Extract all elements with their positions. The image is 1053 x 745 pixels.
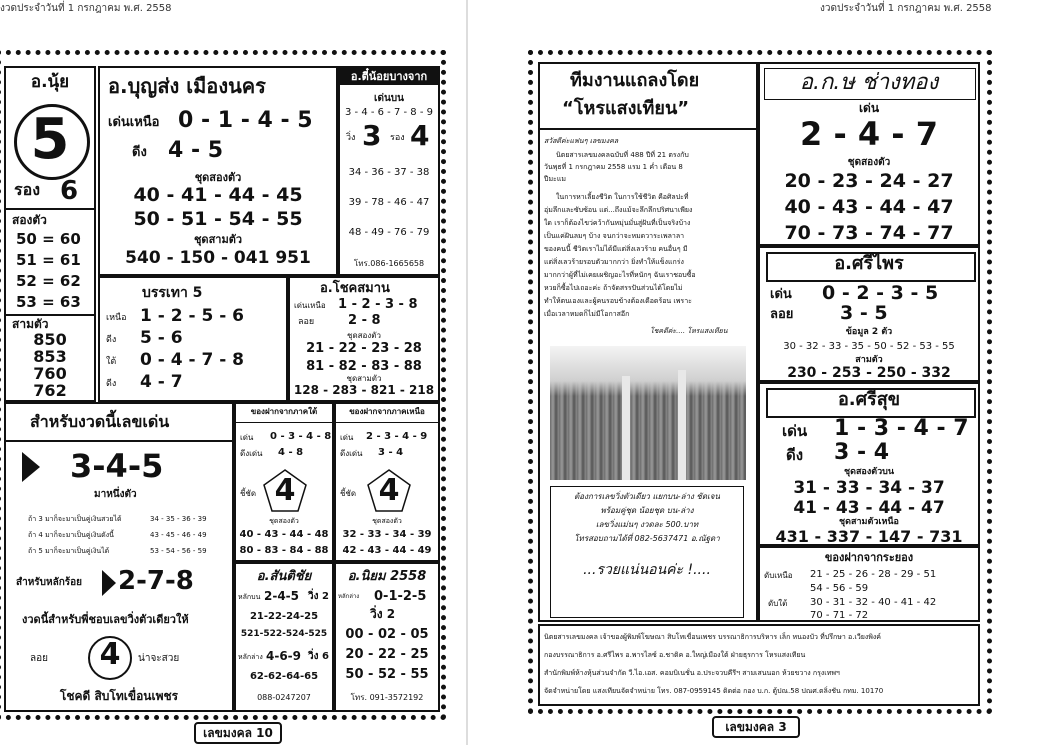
featured-row-label: ถ้า 5 มาก็จะมาเป็นคู่เงินได้ bbox=[28, 547, 110, 555]
banthao-row-value: 5 - 6 bbox=[140, 328, 183, 348]
kosor-box bbox=[758, 62, 980, 246]
srisuk-two-row: 41 - 43 - 44 - 47 bbox=[793, 498, 945, 518]
srisuk-lead-label: เด่น bbox=[782, 422, 808, 440]
nui-three-label: สามตัว bbox=[12, 317, 49, 331]
kosor-row: 70 - 73 - 74 - 77 bbox=[784, 222, 954, 244]
nui-title: อ.นุ้ย bbox=[30, 72, 70, 92]
sandechai-r1-label: หลักบน bbox=[238, 593, 261, 601]
team-para-line: วันพุธที่ 1 กรกฎาคม 2558 แรม 1 ค่ำ เดือน 8 bbox=[544, 163, 683, 171]
right-triangle-icon bbox=[102, 570, 116, 596]
team-para-line: เมื่อเวลาหมดก็ไม่มีโอกาสอีก bbox=[544, 310, 630, 318]
boonsong-two-label: ชุดสองตัว bbox=[194, 171, 242, 184]
sandechai-r4-label: หลักล่าง bbox=[238, 653, 263, 661]
north-lead-label: เด่น bbox=[340, 433, 354, 442]
choksaman-three: 128 - 283 - 821 - 218 bbox=[293, 383, 435, 397]
south-two-row: 80 - 83 - 84 - 88 bbox=[239, 545, 329, 556]
rayong-title: ของฝากจากระยอง bbox=[824, 551, 914, 564]
featured-title: สำหรับงวดนี้เลขเด่น bbox=[30, 412, 170, 431]
sandechai-r1: 2-4-5 bbox=[264, 589, 300, 603]
team-para-line: นิตยสารเลขมงคลฉบับที่ 488 ปีที่ 21 ตรงกับ bbox=[556, 151, 689, 159]
tee-noi-sec: 4 bbox=[410, 119, 430, 152]
featured-single-note: งวดนี้สำหรับพี่ชอบเลขวิ่งตัวเดียวให้ bbox=[22, 613, 189, 626]
sriprai-loi: 3 - 5 bbox=[840, 302, 888, 324]
boonsong-lead: 0 - 1 - 4 - 5 bbox=[178, 108, 313, 133]
team-para-line: ใด เราก็ต้องไขว่คว้ากันหมุ่นมั่นสู่ฝันที่เป็นจริงบ้าง bbox=[544, 219, 691, 227]
boonsong-two-row: 50 - 51 - 54 - 55 bbox=[133, 208, 303, 230]
south-two-row: 40 - 43 - 44 - 48 bbox=[239, 529, 329, 540]
niyom-title: อ.นิยม 2558 bbox=[347, 569, 427, 584]
sriprai-box bbox=[758, 246, 980, 382]
banthao-row-label: ใต้ bbox=[106, 357, 117, 367]
srisuk-title: อ.ศรีสุข bbox=[837, 389, 901, 410]
sriprai-three-label: สามตัว bbox=[855, 355, 883, 365]
team-ad-line: พร้อมคู่ชุด น้อยชุด บน-ล่าง bbox=[600, 506, 694, 515]
banthao-box bbox=[98, 276, 288, 402]
south-pick-label: ชี้ชัด bbox=[240, 489, 257, 498]
credits-line: กองบรรณาธิการ อ.ศรีไพร อ.พารไลซ์ อ.ชาติค อ.ใหญ่เมืองใต้ ฝ่ายธุรการ โหรแสงเทียน bbox=[544, 651, 806, 659]
choksaman-two-label: ชุดสองตัว bbox=[347, 331, 381, 340]
tee-noi-lead-label: เด่นบน bbox=[374, 93, 404, 104]
niyom-row: 20 - 22 - 25 bbox=[345, 647, 429, 662]
srisuk-box bbox=[758, 382, 980, 546]
team-para-line: ในการหาเลี้ยงชีวิต ในการใช้ชีวิต คือศิลปะที่ bbox=[556, 193, 689, 201]
nui-two-row: 53 = 63 bbox=[16, 293, 81, 311]
sandechai-r4-win: วิ่ง 6 bbox=[308, 651, 329, 662]
team-para-line: ของคนนี้ ชีวิตเราไม่ได้มีแต่สิ่งเลวร้าย คนอื่นๆ มี bbox=[544, 245, 688, 253]
choksaman-loi: 2 - 8 bbox=[348, 313, 381, 328]
sriprai-lead: 0 - 2 - 3 - 5 bbox=[822, 282, 939, 304]
left-page-number: เลขมงคล 10 bbox=[194, 722, 282, 744]
boonsong-title: อ.บุญส่ง เมืองนคร bbox=[108, 74, 266, 98]
north-pick-label: ชี้ชัด bbox=[340, 489, 357, 498]
south-ding: 4 - 8 bbox=[278, 447, 304, 458]
featured-row-value: 43 - 45 - 46 - 49 bbox=[150, 531, 207, 539]
featured-row-value: 53 - 54 - 56 - 59 bbox=[150, 547, 207, 555]
right-triangle-icon bbox=[22, 452, 40, 482]
banthao-row-label: ดีง bbox=[106, 335, 117, 345]
srisuk-lead: 1 - 3 - 4 - 7 bbox=[834, 416, 969, 441]
sandechai-box bbox=[234, 562, 334, 712]
sandechai-r2: 21-22-24-25 bbox=[249, 611, 319, 622]
tee-noi-title: อ.ตี๋น้อยบางจาก bbox=[340, 68, 438, 85]
srisuk-two-row: 31 - 33 - 34 - 37 bbox=[793, 478, 945, 498]
choksaman-three-label: ชุดสามตัว bbox=[346, 374, 382, 383]
banthao-row-value: 4 - 7 bbox=[140, 372, 183, 392]
sandechai-r5: 62-62-64-65 bbox=[249, 671, 319, 682]
right-page-header: งวดประจำวันที่ 1 กรกฎาคม พ.ศ. 2558 bbox=[820, 3, 992, 14]
choksaman-title: อ.โชคสมาน bbox=[320, 281, 390, 296]
tee-noi-box bbox=[338, 66, 440, 276]
nui-box bbox=[4, 66, 96, 402]
north-pick: 4 bbox=[378, 473, 400, 508]
south-lead-label: เด่น bbox=[240, 433, 254, 442]
boonsong-three: 540 - 150 - 041 951 bbox=[125, 248, 311, 268]
nui-two-row: 52 = 62 bbox=[16, 272, 81, 290]
team-para-line: แต่สิ่งเลวร้ายรอบตัวมากกว่า ยิ่งทำให้แข็งแกร่ง bbox=[544, 258, 684, 266]
sriprai-loi-label: ลอย bbox=[770, 307, 794, 322]
choksaman-loi-label: ลอย bbox=[298, 317, 315, 327]
team-ad bbox=[550, 486, 744, 618]
tee-noi-row: 34 - 36 - 37 - 38 bbox=[348, 167, 430, 178]
south-box bbox=[234, 402, 334, 562]
credits-line: สำนักพิมพ์ห้างหุ้นส่วนจำกัด วี.ไอ.เอส. คอมบิเนชั่น อ.ประจวบคีรีฯ สามเสนนอก ห้วยขวาง กรุงเทพฯ bbox=[544, 669, 840, 677]
featured-footer: โชคดี สิบโทเขื่อนเพชร bbox=[59, 689, 179, 703]
rayong-r2: 54 - 56 - 59 bbox=[810, 583, 869, 594]
nui-three-row: 760 bbox=[33, 364, 67, 383]
sriprai-two: 30 - 32 - 33 - 35 - 50 - 52 - 53 - 55 bbox=[783, 341, 955, 352]
featured-loi-label: ลอย bbox=[30, 653, 48, 664]
right-page-number: เลขมงคล 3 bbox=[712, 716, 800, 738]
nui-secondary: 6 bbox=[60, 176, 79, 206]
niyom-row: 50 - 52 - 55 bbox=[345, 667, 429, 682]
featured-hundreds-label: สำหรับหลักร้อย bbox=[16, 577, 83, 588]
south-ding-label: ดีงเด่น bbox=[240, 449, 263, 458]
kosor-title: อ.ก.ษ ช่างทอง bbox=[799, 70, 939, 95]
north-title: ของฝากจากภาคเหนือ bbox=[349, 407, 425, 416]
srisuk-ding: 3 - 4 bbox=[834, 440, 890, 465]
team-subtitle: “โหรแสงเทียน” bbox=[562, 98, 690, 119]
north-two-label: ชุดสองตัว bbox=[372, 517, 402, 525]
featured-box bbox=[4, 402, 234, 712]
north-ding-label: ดีงเด่น bbox=[340, 449, 363, 458]
choksaman-two-row: 21 - 22 - 23 - 28 bbox=[306, 341, 422, 356]
south-two-label: ชุดสองตัว bbox=[269, 517, 299, 525]
rayong-r1-label: ดับเหนือ bbox=[764, 571, 793, 580]
north-ding: 3 - 4 bbox=[378, 447, 404, 458]
credits-line: จัดจำหน่ายโดย แสงเทียนจัดจำหน่าย โทร. 087-0959145 ติดต่อ กอง บ.ก. ตู้ปณ.58 ปณศ.ตลิ่งชัน กทม. 10170 bbox=[544, 687, 884, 695]
north-two-row: 42 - 43 - 44 - 49 bbox=[342, 545, 432, 556]
team-box bbox=[538, 62, 758, 622]
sriprai-two-label: ข้อมูล 2 ตัว bbox=[845, 327, 893, 337]
team-ad-slogan: ...รวยแน่นอนค่ะ !.... bbox=[583, 562, 711, 578]
nui-two-row: 50 = 60 bbox=[16, 230, 81, 248]
featured-main: 3-4-5 bbox=[70, 447, 164, 485]
sandechai-r3: 521-522-524-525 bbox=[240, 629, 328, 639]
north-box bbox=[334, 402, 440, 562]
choksaman-lead-label: เด่นเหนือ bbox=[294, 301, 326, 310]
banthao-row-value: 1 - 2 - 5 - 6 bbox=[140, 306, 244, 326]
rayong-r4: 70 - 71 - 72 bbox=[810, 610, 869, 621]
srisuk-three-label: ชุดสามตัวเหนือ bbox=[839, 517, 899, 527]
srisuk-ding-label: ดีง bbox=[786, 446, 804, 464]
team-para-line: มากกว่าผู้ที่ไม่เคยเผชิญอะไรที่หนักๆ ฉันเราชอบซื้อ bbox=[544, 271, 696, 279]
rayong-box bbox=[758, 546, 980, 622]
nui-main-number: 5 bbox=[30, 107, 70, 172]
niyom-row: 00 - 02 - 05 bbox=[345, 627, 429, 642]
tee-noi-row: 39 - 78 - 46 - 47 bbox=[348, 197, 430, 208]
featured-row-value: 34 - 35 - 36 - 39 bbox=[150, 515, 207, 523]
sriprai-three: 230 - 253 - 250 - 332 bbox=[787, 365, 951, 381]
srisuk-two-label: ชุดสองตัวบน bbox=[843, 467, 894, 477]
choksaman-lead: 1 - 2 - 3 - 8 bbox=[338, 297, 418, 312]
credits-line: นิตยสารเลขมงคล เจ้าของผู้พิมพ์โฆษณา สิบโทเขื่อนเพชร บรรณาธิการบริหาร เล็ก หนองบัว ที่ปรึกษา อ.เวียงพิงค์ bbox=[544, 633, 881, 641]
boonsong-ding-label: ดีง bbox=[132, 145, 147, 160]
team-title: ทีมงานแถลงโดย bbox=[570, 70, 700, 91]
team-greeting: สวัสดีค่ะแฟนๆ เลขมงคล bbox=[544, 137, 619, 145]
team-para-line: เป็นแค่ฝันลมๆ บ้าง จนกว่าจะหมดวาระเพลาลา bbox=[544, 232, 685, 240]
sandechai-r1-win: วิ่ง 2 bbox=[308, 591, 329, 602]
nui-two-row: 51 = 61 bbox=[16, 251, 81, 269]
banthao-row-value: 0 - 4 - 7 - 8 bbox=[140, 350, 244, 370]
team-ad-line: เลขวิ่งแม่นๆ งวดละ 500.บาท bbox=[595, 520, 699, 529]
sandechai-title: อ.สันติชัย bbox=[256, 569, 312, 584]
tee-noi-phone: โทร.086-1665658 bbox=[353, 259, 425, 268]
credits-box bbox=[538, 624, 980, 706]
team-para-line: อุ่มลึกและซับซ้อน แต่...ถึงแม้จะลึกลึกปริศนาเพียง bbox=[544, 206, 693, 214]
kosor-row: 20 - 23 - 24 - 27 bbox=[784, 170, 954, 192]
nui-two-label: สองตัว bbox=[12, 213, 47, 227]
rayong-r3: 30 - 31 - 32 - 40 - 41 - 42 bbox=[810, 597, 937, 608]
kosor-lead: 2 - 4 - 7 bbox=[800, 115, 938, 153]
featured-loi-note: น่าจะสวย bbox=[138, 653, 180, 664]
team-para-line: หวยก็ซื้อไปเถอะค่ะ ถ้าจัดสรรปันส่วนได้โดยไม่ bbox=[544, 284, 683, 292]
choksaman-box bbox=[288, 276, 440, 402]
featured-row-label: ถ้า 4 มาก็จะมาเป็นคู่เงินดังนี้ bbox=[28, 531, 114, 539]
niyom-r1-label: หลักล่าง bbox=[338, 593, 360, 600]
rayong-r1: 21 - 25 - 26 - 28 - 29 - 51 bbox=[810, 569, 937, 580]
sandechai-r4: 4-6-9 bbox=[266, 649, 302, 663]
south-pick: 4 bbox=[274, 473, 296, 508]
nui-three-row: 762 bbox=[33, 381, 67, 400]
tee-noi-lead: 3 - 4 - 6 - 7 - 8 - 9 bbox=[344, 107, 433, 118]
team-para-line: ทำให้ตนเองและผู้คนรอบข้างต้องเดือดร้อน เพราะ bbox=[544, 297, 692, 305]
temple-photo bbox=[550, 346, 746, 480]
sriprai-title: อ.ศรีไพร bbox=[834, 253, 904, 274]
niyom-win: วิ่ง 2 bbox=[370, 607, 396, 621]
left-page-header: งวดประจำวันที่ 1 กรกฎาคม พ.ศ. 2558 bbox=[0, 3, 172, 14]
tee-noi-win-label: วิ่ง bbox=[346, 133, 356, 143]
nui-three-row: 850 bbox=[33, 330, 67, 349]
banthao-title: บรรเทา 5 bbox=[142, 285, 203, 301]
featured-loi: 4 bbox=[99, 637, 121, 672]
kosor-lead-label: เด่น bbox=[858, 101, 880, 115]
featured-row-label: ถ้า 3 มาก็จะมาเป็นคู่เงินสวยได้ bbox=[28, 515, 122, 523]
south-title: ของฝากจากภาคใต้ bbox=[250, 407, 318, 416]
team-ad-line: ต้องการเลขวิ่งตัวเดียว แยกบน-ล่าง ชัดเจน bbox=[574, 492, 720, 501]
tee-noi-sec-label: รอง bbox=[390, 133, 405, 143]
rayong-r3-label: ดับใต้ bbox=[768, 599, 788, 608]
team-signoff: โชคดีค่ะ.... โหรแสงเทียน bbox=[650, 327, 728, 335]
banthao-row-label: เหนือ bbox=[106, 313, 127, 323]
niyom-phone: โทร. 091-3572192 bbox=[350, 693, 424, 702]
nui-three-row: 853 bbox=[33, 347, 67, 366]
boonsong-box bbox=[98, 66, 338, 276]
niyom-r1: 0-1-2-5 bbox=[374, 589, 427, 604]
sandechai-phone: 088-0247207 bbox=[257, 693, 311, 702]
boonsong-three-label: ชุดสามตัว bbox=[193, 233, 243, 246]
north-lead: 2 - 3 - 4 - 9 bbox=[366, 431, 428, 442]
featured-hundreds: 2-7-8 bbox=[118, 566, 194, 596]
banthao-row-label: ดีง bbox=[106, 379, 117, 389]
kosor-row: 40 - 43 - 44 - 47 bbox=[784, 196, 954, 218]
tee-noi-row: 48 - 49 - 76 - 79 bbox=[348, 227, 430, 238]
kosor-two-label: ชุดสองตัว bbox=[847, 157, 891, 168]
page-gutter bbox=[466, 0, 468, 745]
team-ad-line: โทรสอบถามได้ที่ 082-5637471 อ.ณัฐดา bbox=[574, 534, 720, 543]
south-lead: 0 - 3 - 4 - 8 bbox=[270, 431, 332, 442]
choksaman-two-row: 81 - 82 - 83 - 88 bbox=[306, 359, 422, 374]
nui-secondary-label: รอง bbox=[14, 180, 41, 199]
boonsong-two-row: 40 - 41 - 44 - 45 bbox=[133, 184, 303, 206]
sriprai-lead-label: เด่น bbox=[770, 287, 792, 302]
boonsong-ding: 4 - 5 bbox=[168, 138, 224, 163]
featured-main-note: มาหนึ่งตัว bbox=[94, 489, 137, 500]
niyom-box bbox=[334, 562, 440, 712]
srisuk-three: 431 - 337 - 147 - 731 bbox=[775, 527, 963, 546]
north-two-row: 32 - 33 - 34 - 39 bbox=[342, 529, 432, 540]
team-para-line: ปีมะแม bbox=[544, 175, 566, 183]
tee-noi-win: 3 bbox=[362, 119, 382, 152]
boonsong-lead-label: เด่นเหนือ bbox=[108, 115, 160, 130]
